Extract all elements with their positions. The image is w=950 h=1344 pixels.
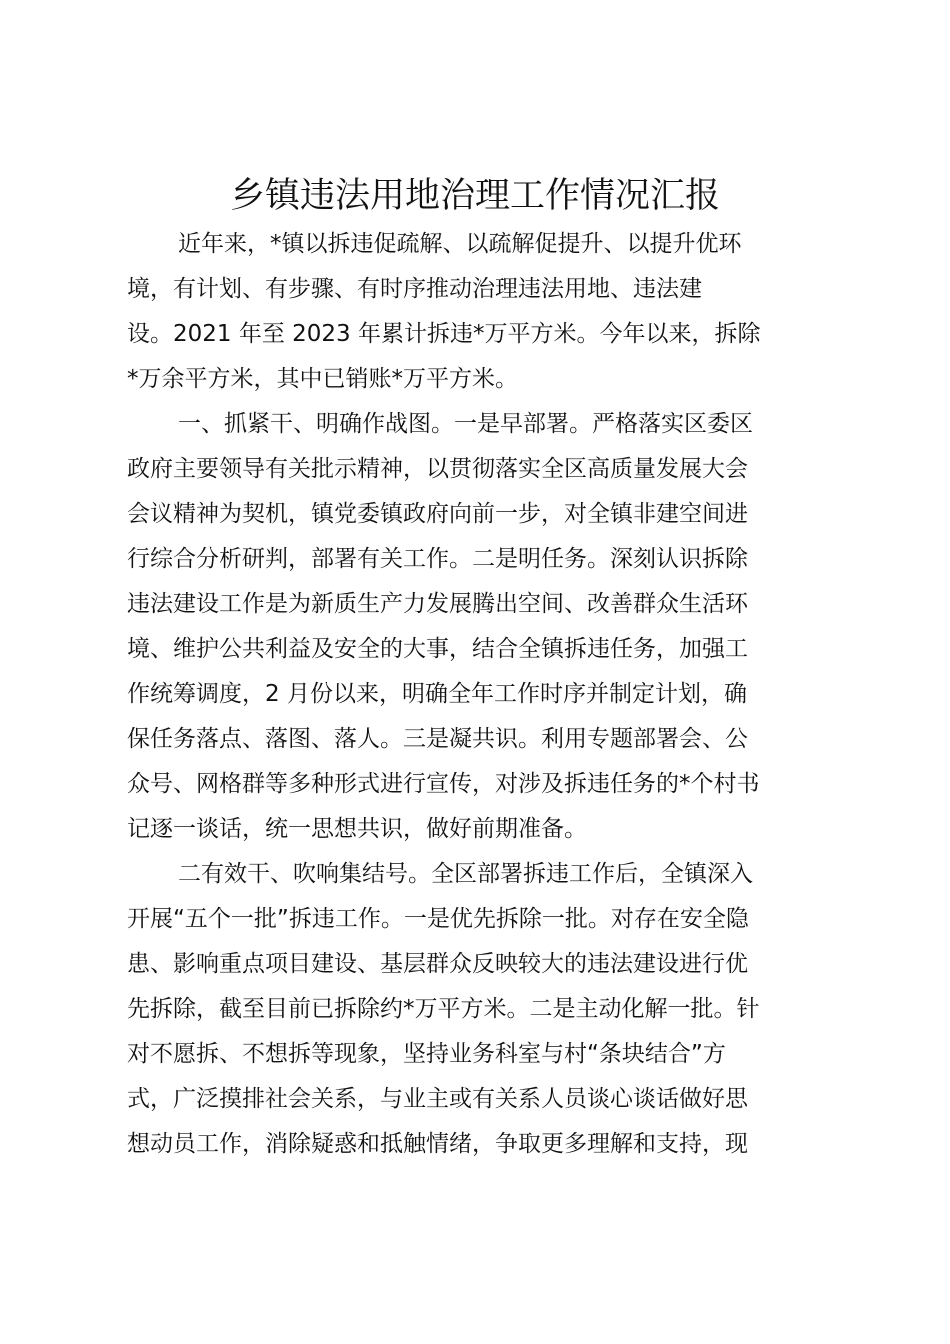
paragraph-line: 作统筹调度，2 月份以来，明确全年工作时序并制定计划，确 [127,681,747,707]
paragraph-line: 违法建设工作是为新质生产力发展腾出空间、改善群众生活环 [127,591,748,617]
paragraph-line: 式，广泛摸排社会关系，与业主或有关系人员谈心谈话做好思 [127,1086,748,1112]
document-title: 乡镇违法用地治理工作情况汇报 [229,176,720,216]
paragraph-line: 对不愿拆、不想拆等现象，坚持业务科室与村“条块结合”方 [127,1041,726,1067]
paragraph-line: *万余平方米，其中已销账*万平方米。 [127,366,518,392]
paragraph-line: 先拆除，截至目前已拆除约*万平方米。二是主动化解一批。针 [127,996,760,1022]
paragraph-line: 设。2021 年至 2023 年累计拆违*万平方米。今年以来，拆除 [127,321,761,347]
paragraph-line: 一、抓紧干、明确作战图。一是早部署。严格落实区委区 [178,411,753,437]
paragraph-line: 二有效干、吹响集结号。全区部署拆违工作后，全镇深入 [178,861,753,887]
paragraph-line: 保任务落点、落图、落人。三是凝共识。利用专题部署会、公 [127,726,748,752]
paragraph-line: 患、影响重点项目建设、基层群众反映较大的违法建设进行优 [127,951,748,977]
paragraph-line: 政府主要领导有关批示精神，以贯彻落实全区高质量发展大会 [127,456,748,482]
paragraph-line: 开展“五个一批”拆违工作。一是优先拆除一批。对存在安全隐 [127,906,749,932]
paragraph-line: 会议精神为契机，镇党委镇政府向前一步，对全镇非建空间进 [127,501,748,527]
paragraph-line: 境、维护公共利益及安全的大事，结合全镇拆违任务，加强工 [127,636,748,662]
paragraph-line: 行综合分析研判，部署有关工作。二是明任务。深刻认识拆除 [127,546,748,572]
paragraph-line: 众号、网格群等多种形式进行宣传，对涉及拆违任务的*个村书 [127,771,760,797]
paragraph-line: 近年来，*镇以拆违促疏解、以疏解促提升、以提升优环 [178,231,742,257]
paragraph-line: 想动员工作，消除疑惑和抵触情绪，争取更多理解和支持，现 [127,1131,748,1157]
paragraph-line: 境，有计划、有步骤、有时序推动治理违法用地、违法建 [127,276,702,302]
paragraph-line: 记逐一谈话，统一思想共识，做好前期准备。 [127,816,587,842]
